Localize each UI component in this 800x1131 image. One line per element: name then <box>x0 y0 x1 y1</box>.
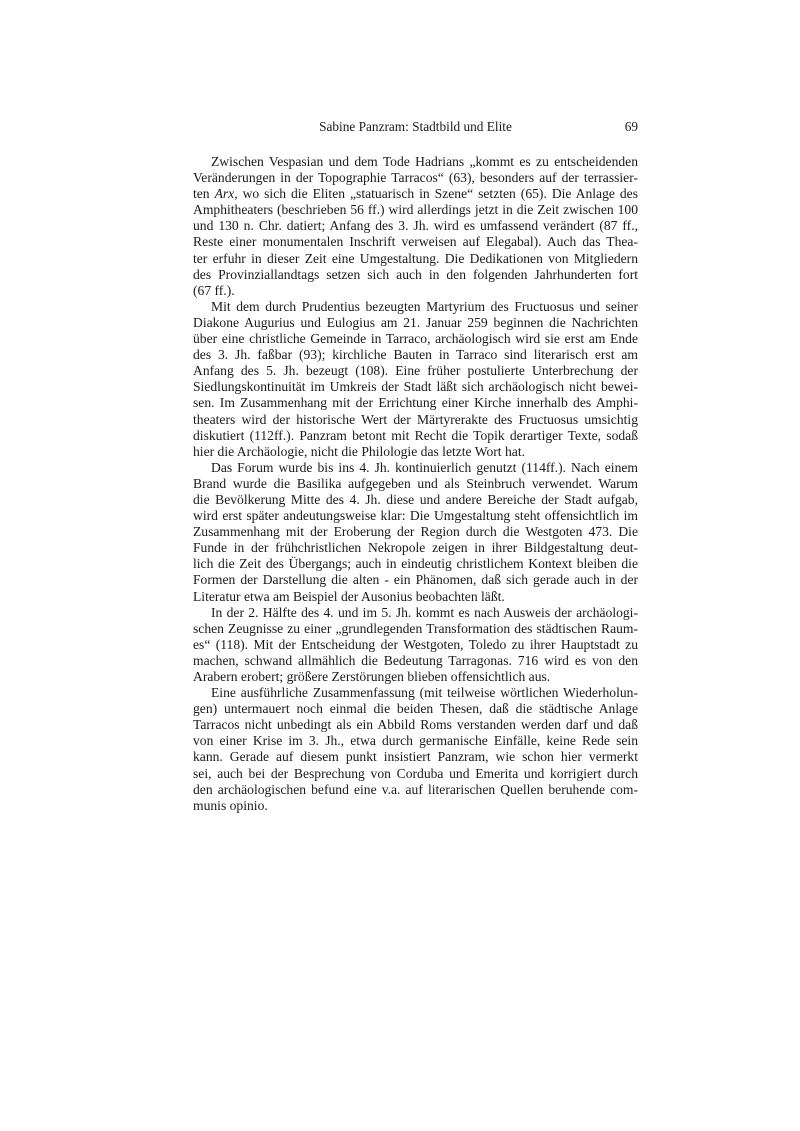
text-line: Veränderungen in der Topographie Tarracos“ (63), besonders auf der terrassier- <box>193 170 638 186</box>
text-line: Tarracos nicht unbedingt als ein Abbild Roms verstanden werden darf und daß <box>193 717 638 733</box>
text-line: Anfang des 5. Jh. bezeugt (108). Eine früher postulierte Unterbrechung der <box>193 363 638 379</box>
text-line: sen. Im Zusammenhang mit der Errichtung einer Kirche innerhalb des Amphi- <box>193 395 638 411</box>
text-line: des Provinziallandtags setzen sich auch in den folgenden Jahrhunderten fort <box>193 266 638 282</box>
text-line: Eine ausführliche Zusammenfassung (mit teilweise wörtlichen Wiederholun- <box>211 685 638 701</box>
paragraph <box>193 460 638 605</box>
text-line: ter erfuhr in dieser Zeit eine Umgestaltung. Die Dedikationen von Mitgliedern <box>193 250 638 266</box>
text-line: kann. Gerade auf diesem punkt insistiert Panzram, wie schon hier vermerkt <box>193 749 638 765</box>
text-line: theaters wird der historische Wert der Märtyrerakte des Fructuosus umsichtig <box>193 411 638 427</box>
text-line: In der 2. Hälfte des 4. und im 5. Jh. kommt es nach Ausweis der archäologi- <box>211 604 638 620</box>
text-line <box>193 186 638 202</box>
page-number: 69 <box>624 119 638 134</box>
text-line: gen) untermauert noch einmal die beiden Thesen, daß die städtische Anlage <box>193 701 638 717</box>
text-line: Zusammenhang mit der Eroberung der Region durch die Westgoten 473. Die <box>193 524 638 540</box>
running-title: Sabine Panzram: Stadtbild und Elite <box>319 119 512 134</box>
text-line: und 130 n. Chr. datiert; Anfang des 3. Jh. wird es umfassend verändert (87 ff., <box>193 218 638 234</box>
text-line: lich die Zeit des Übergangs; auch in eindeutig christlichem Kontext bleiben die <box>193 556 638 572</box>
paragraph <box>193 154 638 299</box>
text-line: Brand wurde die Basilika aufgegeben und als Steinbruch verwendet. Warum <box>193 475 638 491</box>
text-line: den archäologischen befund eine v.a. auf literarischen Quellen beruhende com- <box>193 781 638 797</box>
paragraph <box>193 605 638 685</box>
text-line: des 3. Jh. faßbar (93); kirchliche Bauten in Tarraco sind literarisch erst am <box>193 347 638 363</box>
text-line: Mit dem durch Prudentius bezeugten Martyrium des Fructuosus und seiner <box>211 298 638 314</box>
text-line: Zwischen Vespasian und dem Tode Hadrians „kommt es zu entscheidenden <box>211 154 638 169</box>
text-line: von einer Krise im 3. Jh., etwa durch germanische Einfälle, keine Rede sein <box>193 733 638 749</box>
text-line: Formen der Darstellung die alten - ein Phänomen, daß sich gerade auch in der <box>193 572 638 588</box>
text-line: es“ (118). Mit der Entscheidung der Westgoten, Toledo zu ihrer Hauptstadt zu <box>193 636 638 652</box>
text-line: (67 ff.). <box>193 282 235 298</box>
text-segment: wo sich die Eliten „statuarisch in Szene“ setzten (65). Die Anlage des <box>237 186 638 202</box>
text-line: wird erst später andeutungsweise klar: Die Umgestaltung steht offensichtlich im <box>193 508 638 524</box>
text-line: diskutiert (112ff.). Panzram betont mit Recht die Topik derartiger Texte, sodaß <box>193 427 638 443</box>
text-line: Diakone Augurius und Eulogius am 21. Januar 259 beginnen die Nachrichten <box>193 314 638 330</box>
text-line: über eine christliche Gemeinde in Tarraco, archäologisch wird sie erst am Ende <box>193 331 638 347</box>
text-line: Das Forum wurde bis ins 4. Jh. kontinuierlich genutzt (114ff.). Nach einem <box>211 459 638 475</box>
text-line: Siedlungskontinuität im Umkreis der Stadt läßt sich archäologisch nicht bewei- <box>193 379 638 395</box>
paragraph <box>193 685 638 814</box>
text-line: die Bevölkerung Mitte des 4. Jh. diese und andere Bereiche der Stadt aufgab, <box>193 491 638 507</box>
italic-term: Arx, <box>214 186 238 202</box>
text-line: Arabern erobert; größere Zerstörungen blieben offensichtlich aus. <box>193 669 551 684</box>
paragraph <box>193 299 638 460</box>
text-line: schen Zeugnisse zu einer „grundlegenden Transformation des städtischen Raum- <box>193 620 638 636</box>
text-line: machen, schwand allmählich die Bedeutung Tarragonas. 716 wird es von den <box>193 652 638 668</box>
text-line: Funde in der frühchristlichen Nekropole zeigen in ihrer Bildgestaltung deut- <box>193 540 638 556</box>
text-line: Amphitheaters (beschrieben 56 ff.) wird allerdings jetzt in die Zeit zwischen 100 <box>193 202 638 218</box>
text-line: munis opinio. <box>193 797 268 813</box>
text-line: Reste einer monumentalen Inschrift verweisen auf Elegabal). Auch das Thea- <box>193 234 638 250</box>
text-line: sei, auch bei der Besprechung von Corduba und Emerita und korrigiert durch <box>193 765 638 781</box>
page-header <box>193 119 638 137</box>
text-line: hier die Archäologie, nicht die Philologie das letzte Wort hat. <box>193 443 525 459</box>
text-segment: ten <box>193 186 215 202</box>
text-line: Literatur etwa am Beispiel der Ausonius beobachten läßt. <box>193 588 505 604</box>
body-text <box>193 154 638 814</box>
